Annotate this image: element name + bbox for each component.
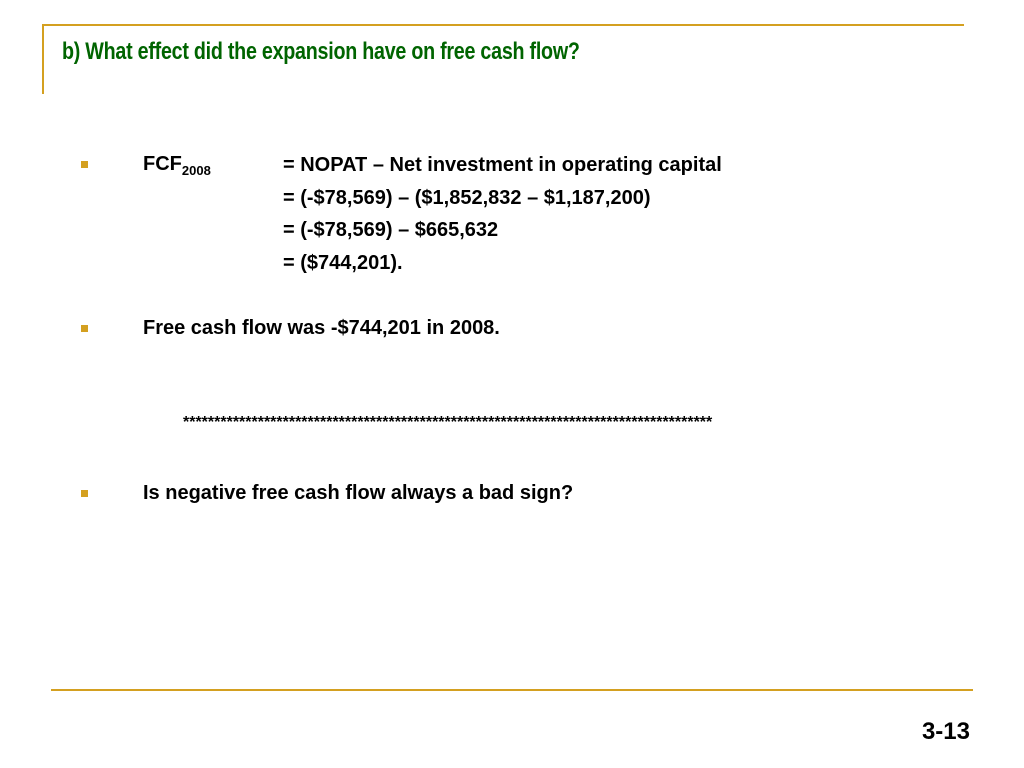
equation-line-4: = ($744,201). xyxy=(283,252,403,274)
bullet-marker-2 xyxy=(81,325,88,332)
asterisk-separator: ************************************************************************************* xyxy=(183,414,713,431)
footer-rule xyxy=(51,689,973,691)
fcf-subscript: 2008 xyxy=(181,163,211,178)
title-top-rule xyxy=(42,24,964,26)
equation-line-2: = (-$78,569) – ($1,852,832 – $1,187,200) xyxy=(283,187,651,209)
equation-line-1: = NOPAT – Net investment in operating capital xyxy=(283,154,722,176)
conclusion-text: Free cash flow was -$744,201 in 2008. xyxy=(143,317,500,339)
bullet-marker-3 xyxy=(81,490,88,497)
page-number: 3-13 xyxy=(921,718,970,745)
bullet-marker-1 xyxy=(81,161,88,168)
fcf-label-group xyxy=(143,153,211,178)
equation-line-3: = (-$78,569) – $665,632 xyxy=(283,219,499,241)
question-text: Is negative free cash flow always a bad sign? xyxy=(143,482,574,504)
fcf-label: FCF xyxy=(143,153,182,175)
slide-title: b) What effect did the expansion have on free cash flow? xyxy=(62,38,580,65)
title-left-rule xyxy=(42,24,44,94)
